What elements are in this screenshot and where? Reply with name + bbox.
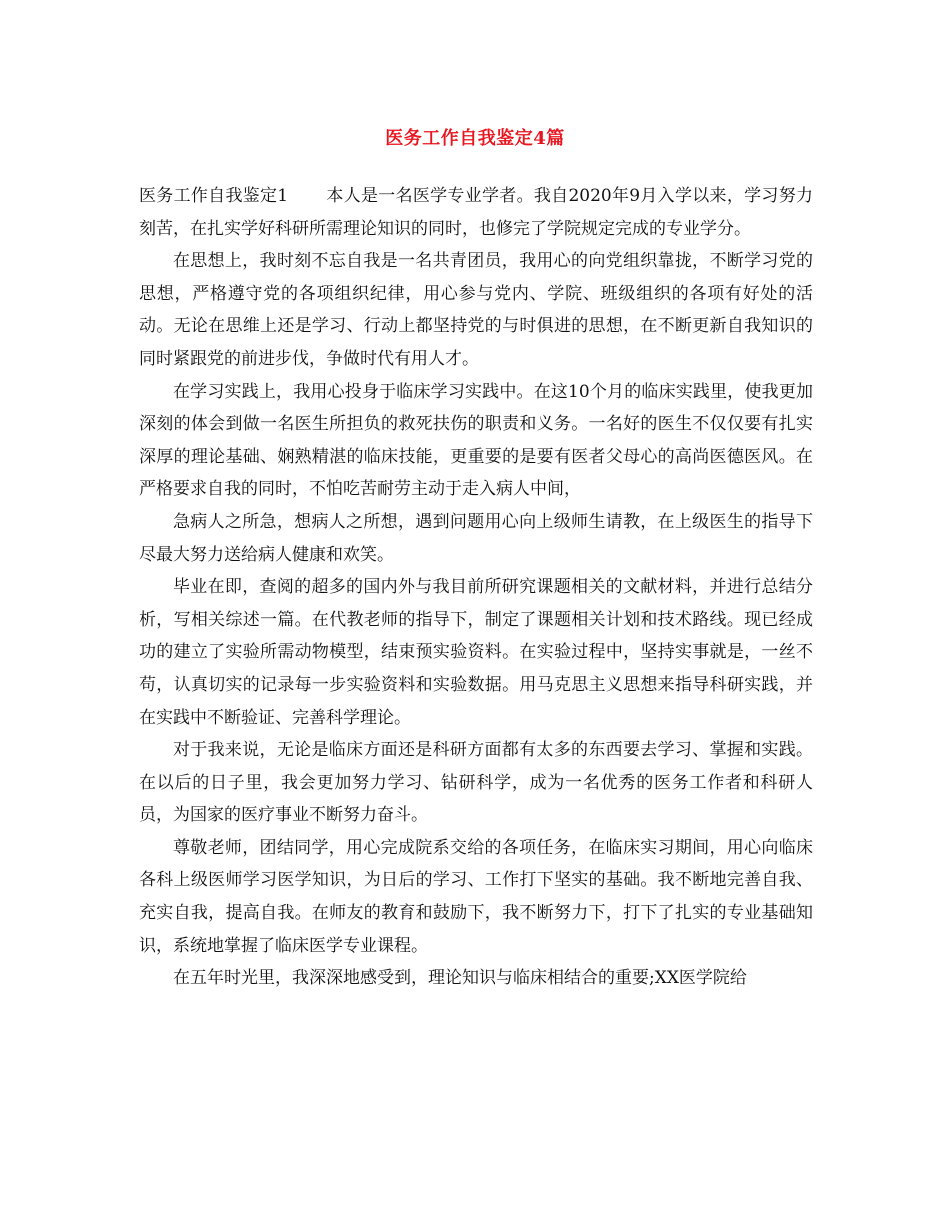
paragraph-7: 尊敬老师，团结同学，用心完成院系交给的各项任务，在临床实习期间，用心向临床各科上级医师学习医学知识，为日后的学习、工作打下坚实的基础。我不断地完善自我、充实自我，提高自我。在师友的教育和鼓励下，我不断努力下，打下了扎实的专业基础知识，系统地掌握了临床医学专业课程。 xyxy=(139,837,813,956)
paragraph-1-text: 本人是一名医学专业学者。我自2020年9月入学以来，学习努力刻苦，在扎实学好科研所需理论知识的同时，也修完了学院规定完成的专业学分。 xyxy=(139,186,813,239)
paragraph-8: 在五年时光里，我深深地感受到，理论知识与临床相结合的重要;XX医学院给 xyxy=(173,968,747,989)
paragraph-2: 在思想上，我时刻不忘自我是一名共青团员，我用心的向党组织靠拢，不断学习党的思想，严格遵守党的各项组织纪律，用心参与党内、学院、班级组织的各项有好处的活动。无论在思维上还是学习、行动上都坚持党的与时俱进的思想，在不断更新自我知识的同时紧跟党的前进步伐，争做时代有用人才。 xyxy=(139,251,813,369)
section-label: 医务工作自我鉴定1 xyxy=(139,186,289,206)
document-title: 医务工作自我鉴定4篇 xyxy=(385,128,565,149)
paragraph-6: 对于我来说，无论是临床方面还是科研方面都有太多的东西要去学习、掌握和实践。在以后的日子里，我会更加努力学习、钻研科学，成为一名优秀的医务工作者和科研人员，为国家的医疗事业不断努力奋斗。 xyxy=(139,740,813,826)
paragraph-5: 毕业在即，查阅的超多的国内外与我目前所研究课题相关的文献材料，并进行总结分析，写相关综述一篇。在代教老师的指导下，制定了课题相关计划和技术路线。现已经成功的建立了实验所需动物模型，结束预实验资料。在实验过程中，坚持实事就是，一丝不苟，认真切实的记录每一步实验资料和实验数据。用马克思主义思想来指导科研实践，并在实践中不断验证、完善科学理论。 xyxy=(139,577,813,728)
paragraph-3: 在学习实践上，我用心投身于临床学习实践中。在这10个月的临床实践里，使我更加深刻的体会到做一名医生所担负的救死扶伤的职责和义务。一名好的医生不仅仅要有扎实深厚的理论基础、娴熟精湛的临床技能，更重要的是要有医者父母心的高尚医德医风。在严格要求自我的同时，不怕吃苦耐劳主动于走入病人中间， xyxy=(139,381,813,500)
paragraph-1 xyxy=(139,180,813,245)
document-body xyxy=(139,180,813,995)
paragraph-4: 急病人之所急，想病人之所想，遇到问题用心向上级师生请教，在上级医生的指导下尽最大努力送给病人健康和欢笑。 xyxy=(139,511,813,565)
